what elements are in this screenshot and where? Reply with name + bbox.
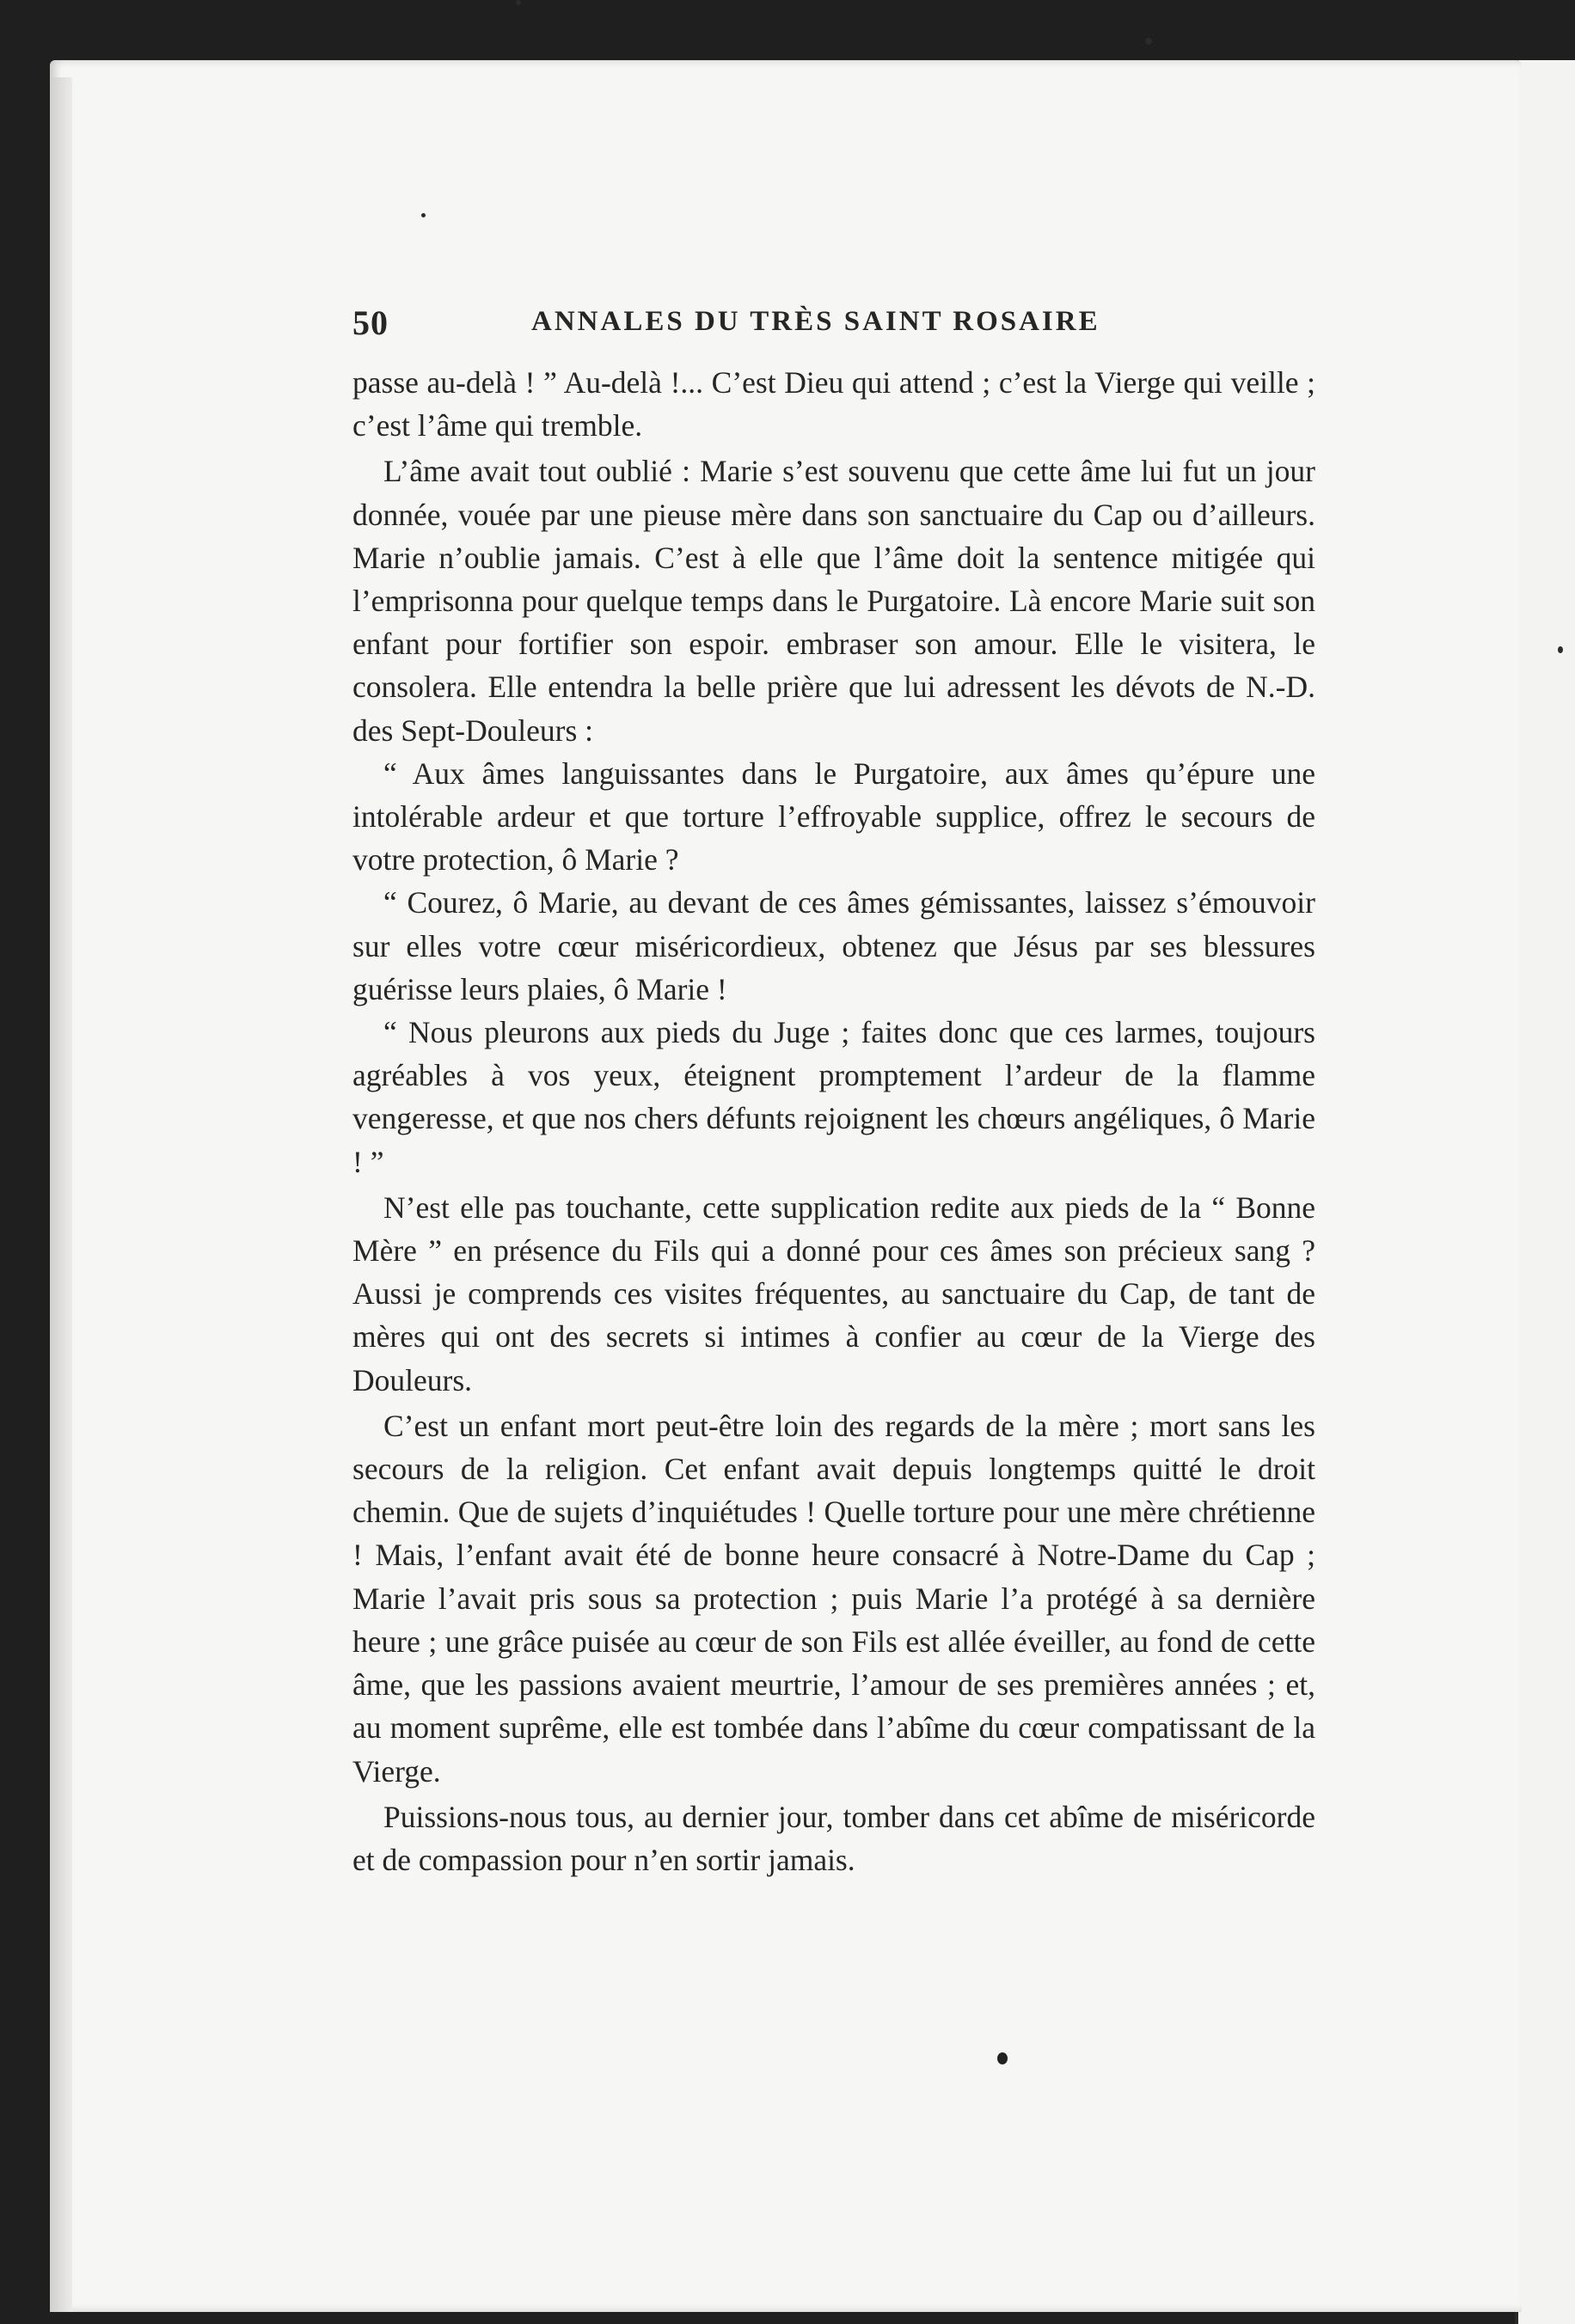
running-header [352, 303, 1315, 354]
dust-speck [516, 0, 521, 5]
paragraph-continuation: passe au-delà ! ” Au-delà !... C’est Dieu qui attend ; c’est la Vierge qui veille ; c’est l’âme qui tremble. [352, 365, 1315, 443]
end-ornament-dot [997, 2052, 1008, 2064]
prayer-verse: “ Aux âmes languissantes dans le Purgatoire, aux âmes qu’épure une intolérable ardeur et que torture l’effroyable supplice, offrez le secours de votre protection, ô Marie ? [352, 755, 1315, 878]
page-number: 50 [352, 303, 389, 342]
page-content [352, 303, 1315, 1881]
paragraph: N’est elle pas touchante, cette supplication redite aux pieds de la “ Bonne Mère ” en présence du Fils qui a donné pour ces âmes son précieux sang ? Aussi je comprends ces visites fréquentes, au sanctuaire du Cap, de tant de mères qui ont des secrets si intimes à confier au cœur de la Vierge des Douleurs. [352, 1190, 1315, 1397]
paragraph: L’âme avait tout oublié : Marie s’est souvenu que cette âme lui fut un jour donnée, vouée par une pieuse mère dans son sanctuaire du Cap ou d’ailleurs. Marie n’oublie jamais. C’est à elle que l’âme doit la sentence mitigée qui l’emprisonna pour quelque temps dans le Purgatoire. Là encore Marie suit son enfant pour fortifier son espoir. embraser son amour. Elle le visitera, le consolera. Elle entendra la belle prière que lui adressent les dévots de N.-D. des Sept-Douleurs : [352, 454, 1315, 748]
page-gutter-shadow [50, 77, 72, 2312]
dust-speck [1145, 38, 1152, 45]
paragraph: Puissions-nous tous, au dernier jour, tomber dans cet abîme de miséricorde et de compassion pour n’en sortir jamais. [352, 1799, 1315, 1877]
dust-speck [421, 213, 426, 217]
journal-title: ANNALES DU TRÈS SAINT ROSAIRE [531, 306, 1100, 337]
paragraph: C’est un enfant mort peut-être loin des regards de la mère ; mort sans les secours de la religion. Cet enfant avait depuis longtemps quitté le droit chemin. Que de sujets d’inquiétudes ! Quelle torture pour une mère chrétienne ! Mais, l’enfant avait été de bonne heure consacré à Notre-Dame du Cap ; Marie l’avait pris sous sa protection ; puis Marie l’a protégé à sa dernière heure ; une grâce puisée au cœur de son Fils est allée éveiller, au fond de cette âme, que les passions avaient meurtrie, l’amour de ses premières années ; et, au moment suprême, elle est tombée dans l’abîme du cœur compatissant de la Vierge. [352, 1408, 1315, 1789]
prayer-verse: “ Courez, ô Marie, au devant de ces âmes gémissantes, laissez s’émouvoir sur elles votre cœur miséricordieux, obtenez que Jésus par ses blessures guérisse leurs plaies, ô Marie ! [352, 885, 1315, 1006]
dust-speck [1558, 646, 1563, 653]
adjacent-page-edge [1515, 60, 1575, 2324]
prayer-verse: “ Nous pleurons aux pieds du Juge ; faites donc que ces larmes, toujours agréables à vos yeux, éteignent promptement l’ardeur de la flamme vengeresse, et que nos chers défunts rejoignent les chœurs angéliques, ô Marie ! ” [352, 1015, 1315, 1179]
